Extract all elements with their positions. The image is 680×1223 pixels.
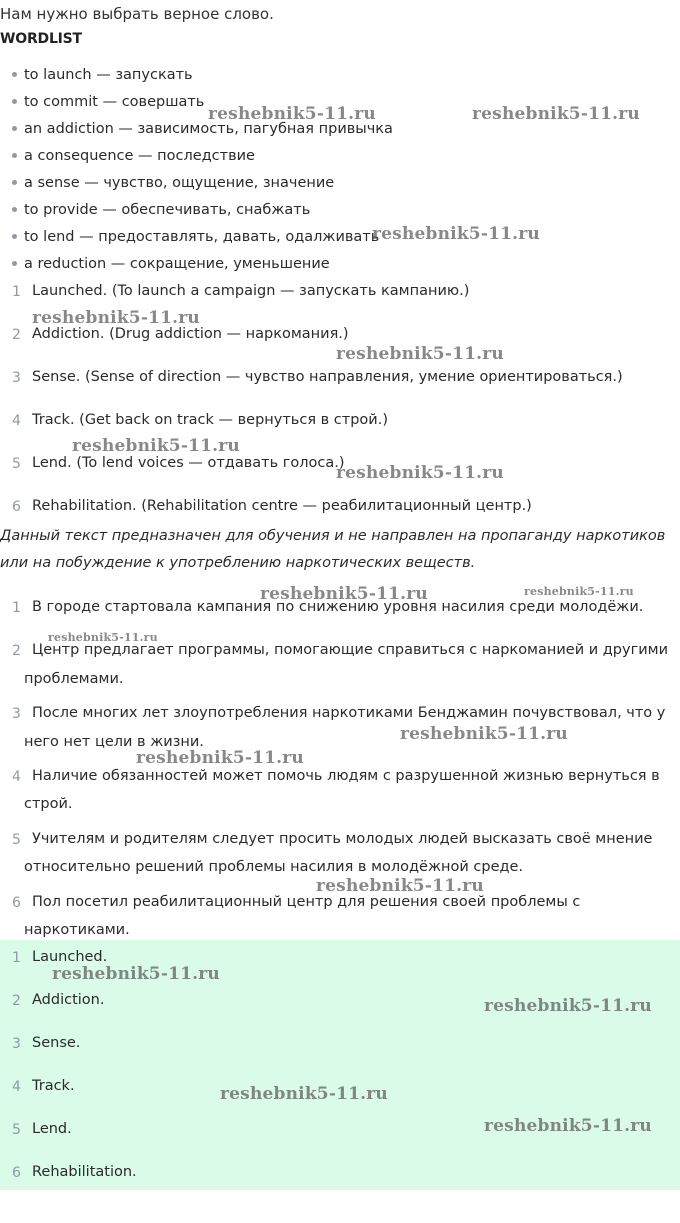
wordlist-heading: WORDLIST [0,31,82,47]
answer-text: Addiction. [32,992,105,1008]
list-number: 3 [12,370,21,386]
watermark: reshebnik5-11.ru [524,585,634,598]
wordlist-item-text: to launch — запускать [24,67,193,83]
list-number: 3 [12,706,21,722]
disclaimer-line: или на побуждение к употреблению наркотических веществ. [0,555,476,571]
list-number: 5 [12,456,21,472]
list-number: 4 [12,769,21,785]
wordlist-item-text: to lend — предоставлять, давать, одалживать [24,229,380,245]
translation-text: Наличие обязанностей может помочь людям с разрушенной жизнью вернуться в [32,768,660,784]
watermark: reshebnik5-11.ru [220,1084,388,1104]
translation-text-continued: относительно решений проблемы насилия в молодёжной среде. [24,859,524,875]
watermark: reshebnik5-11.ru [208,104,376,124]
bullet-icon [12,153,17,158]
answer-text: Launched. [32,949,108,965]
list-number: 6 [12,895,21,911]
bullet-icon [12,99,17,104]
wordlist-item-text: a reduction — сокращение, уменьшение [24,256,330,272]
translation-text-continued: наркотиками. [24,922,130,938]
wordlist-item [12,67,193,83]
wordlist-item [12,94,204,110]
list-number: 1 [12,950,21,966]
list-number: 4 [12,1079,21,1095]
watermark: reshebnik5-11.ru [136,748,304,768]
wordlist-item [12,175,334,191]
answer-text: Rehabilitation. [32,1164,137,1180]
wordlist-item-text: a sense — чувство, ощущение, значение [24,175,335,191]
watermark: reshebnik5-11.ru [316,876,484,896]
list-number: 1 [12,284,21,300]
watermark: reshebnik5-11.ru [336,344,504,364]
bullet-icon [12,234,17,239]
wordlist-item [12,229,379,245]
translation-text-continued: проблемами. [24,671,124,687]
translation-text: Центр предлагает программы, помогающие справиться с наркоманией и другими [32,642,668,658]
wordlist-item [12,148,255,164]
translation-text: В городе стартовала кампания по снижению уровня насилия среди молодёжи. [32,599,644,615]
list-number: 1 [12,600,21,616]
watermark: reshebnik5-11.ru [52,964,220,984]
list-number: 6 [12,499,21,515]
disclaimer-line: Данный текст предназначен для обучения и не направлен на пропаганду наркотиков [0,528,666,544]
list-number: 5 [12,1122,21,1138]
watermark: reshebnik5-11.ru [472,104,640,124]
watermark: reshebnik5-11.ru [400,724,568,744]
translation-text-continued: строй. [24,796,73,812]
answer-text: Sense. [32,1035,81,1051]
wordlist-item-text: an addiction — зависимость, пагубная привычка [24,121,393,137]
bullet-icon [12,72,17,77]
list-number: 6 [12,1165,21,1181]
wordlist-item-text: to commit — совершать [24,94,205,110]
list-number: 2 [12,643,21,659]
explanation-text: Launched. (To launch a campaign — запускать кампанию.) [32,283,470,299]
list-number: 2 [12,993,21,1009]
watermark: reshebnik5-11.ru [72,436,240,456]
bullet-icon [12,126,17,131]
watermark: reshebnik5-11.ru [48,631,158,644]
list-number: 4 [12,413,21,429]
list-number: 3 [12,1036,21,1052]
explanation-text: Sense. (Sense of direction — чувство направления, умение ориентироваться.) [32,369,623,385]
wordlist-item-text: to provide — обеспечивать, снабжать [24,202,311,218]
explanation-text: Addiction. (Drug addiction — наркомания.) [32,326,349,342]
answer-text: Lend. [32,1121,72,1137]
translation-text-continued: него нет цели в жизни. [24,734,204,750]
list-number: 2 [12,327,21,343]
watermark: reshebnik5-11.ru [336,463,504,483]
intro-text: Нам нужно выбрать верное слово. [0,5,274,23]
wordlist-item-text: a consequence — последствие [24,148,255,164]
list-number: 5 [12,832,21,848]
translation-text: После многих лет злоупотребления наркотиками Бенджамин почувствовал, что у [32,705,666,721]
watermark: reshebnik5-11.ru [260,584,428,604]
bullet-icon [12,261,17,266]
bullet-icon [12,207,17,212]
watermark: reshebnik5-11.ru [32,308,200,328]
translation-text: Учителям и родителям следует просить молодых людей высказать своё мнение [32,831,653,847]
watermark: reshebnik5-11.ru [372,224,540,244]
watermark: reshebnik5-11.ru [484,996,652,1016]
translation-text: Пол посетил реабилитационный центр для решения своей проблемы с [32,894,581,910]
bullet-icon [12,180,17,185]
explanation-text: Lend. (To lend voices — отдавать голоса.) [32,455,345,471]
explanation-text: Track. (Get back on track — вернуться в строй.) [32,412,388,428]
watermark: reshebnik5-11.ru [484,1116,652,1136]
answer-text: Track. [32,1078,75,1094]
wordlist-item [12,202,310,218]
wordlist-item [12,256,330,272]
explanation-text: Rehabilitation. (Rehabilitation centre — реабилитационный центр.) [32,498,532,514]
